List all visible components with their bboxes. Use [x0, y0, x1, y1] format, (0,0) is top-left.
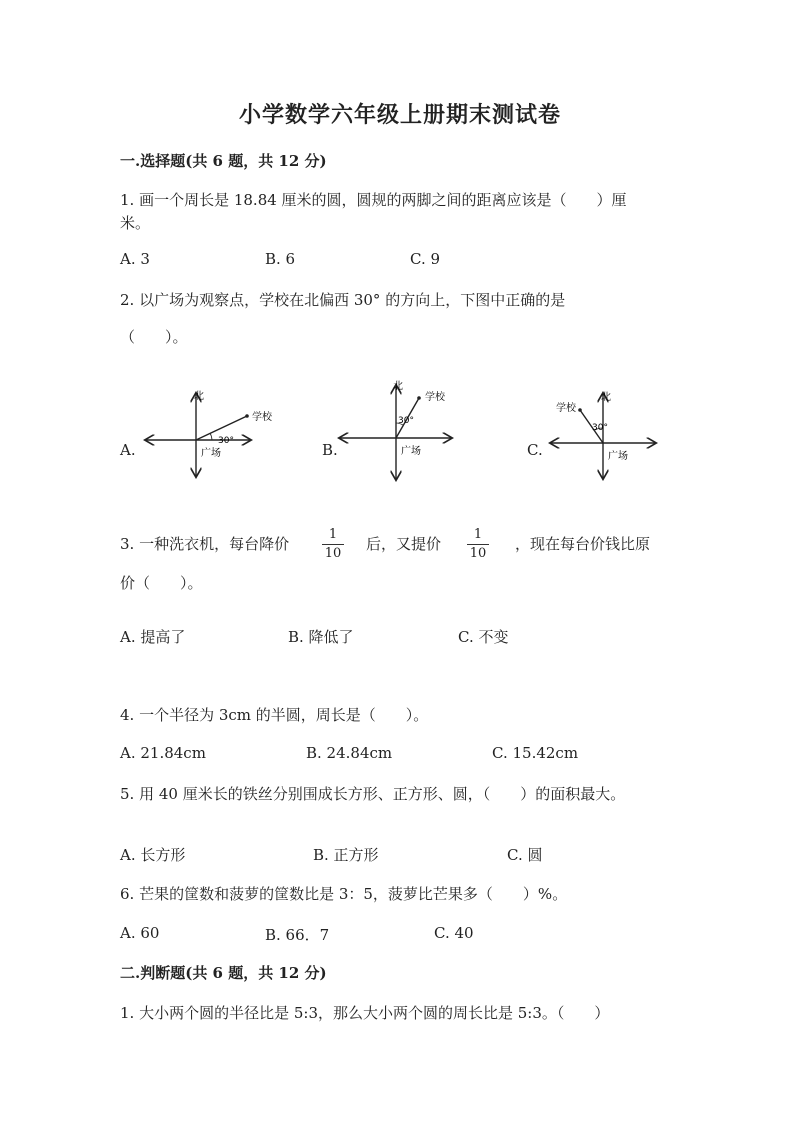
figure-a-school-point	[245, 414, 249, 418]
figure-a-angle-label: 30°	[218, 436, 234, 446]
figure-c-school-label: 学校	[556, 403, 576, 414]
question-1-line-2: 米。	[120, 214, 151, 232]
question-5-text: 5. 用 40 厘米长的铁丝分别围成长方形、正方形、圆，（ ）的面积最大。	[120, 785, 626, 803]
figure-b-school-point	[417, 396, 421, 400]
page-title: 小学数学六年级上册期末测试卷	[238, 102, 561, 128]
question-3-option-a: A. 提高了	[120, 628, 186, 646]
fraction-1-numerator: 1	[328, 527, 338, 542]
question-3-fraction-1	[322, 527, 344, 562]
question-3-part-3: ，现在每台价钱比原	[515, 535, 651, 553]
figure-a-north-label: 北	[194, 391, 204, 402]
figure-b-diagram	[340, 380, 451, 479]
question-1-option-b: B. 6	[265, 250, 296, 268]
figure-c-square-label: 广场	[608, 451, 628, 462]
fraction-2-bar	[467, 544, 489, 545]
fraction-1-denominator: 10	[324, 546, 342, 561]
figure-b-school-label: 学校	[425, 392, 445, 403]
question-1-option-c: C. 9	[410, 250, 441, 268]
figure-a-angle-arc	[210, 433, 212, 440]
question-1-line-1: 1. 画一个周长是 18.84 厘米的圆，圆规的两脚之间的距离应该是（ ）厘	[120, 191, 627, 209]
question-2-line-1: 2. 以广场为观察点，学校在北偏西 30° 的方向上，下图中正确的是	[120, 291, 566, 309]
question-3-part-2: 后，又提价	[366, 535, 442, 553]
figure-c-diagram	[551, 391, 655, 478]
question-2-option-c: C.	[527, 441, 543, 459]
fraction-1-bar	[322, 544, 344, 545]
figure-b-north-label: 北	[393, 381, 403, 392]
question-4-option-b: B. 24.84cm	[306, 744, 393, 762]
judgement-1-text: 1. 大小两个圆的半径比是 5:3，那么大小两个圆的周长比是 5:3。（ ）	[120, 1004, 610, 1022]
section-heading-choice: 一.选择题(共 6 题，共 12 分)	[120, 152, 327, 170]
figure-b-angle-label: 30°	[398, 416, 414, 426]
question-4-option-c: C. 15.42cm	[492, 744, 579, 762]
question-2-line-2: （ ）。	[120, 328, 188, 346]
figure-a-diagram	[146, 390, 273, 476]
question-2-option-a: A.	[120, 441, 136, 459]
question-5-option-c: C. 圆	[507, 846, 543, 864]
question-6-text: 6. 芒果的筐数和菠萝的筐数比是 3：5，菠萝比芒果多（ ）%。	[120, 885, 568, 903]
question-3-line-2: 价（ ）。	[120, 574, 203, 592]
figure-b-square-label: 广场	[401, 446, 421, 457]
section-heading-judgement: 二.判断题(共 6 题，共 12 分)	[120, 964, 327, 982]
question-3-option-c: C. 不变	[458, 628, 509, 646]
fraction-2-denominator: 10	[469, 546, 487, 561]
figure-a-square-label: 广场	[201, 448, 221, 459]
question-4-text: 4. 一个半径为 3cm 的半圆，周长是（ ）。	[120, 706, 429, 724]
question-2-figures	[0, 370, 800, 490]
question-6-option-c: C. 40	[434, 924, 474, 942]
question-5-option-a: A. 长方形	[120, 846, 186, 864]
figure-c-angle-label: 30°	[592, 423, 608, 433]
question-5-option-b: B. 正方形	[313, 846, 379, 864]
figure-c-north-label: 北	[601, 392, 611, 403]
question-1-option-a: A. 3	[120, 250, 150, 268]
question-3-part-1: 3. 一种洗衣机，每台降价	[120, 535, 290, 553]
figure-c-school-point	[578, 408, 582, 412]
question-3-option-b: B. 降低了	[288, 628, 354, 646]
question-2-option-b: B.	[322, 441, 338, 459]
fraction-2-numerator: 1	[473, 527, 483, 542]
figure-a-school-label: 学校	[252, 412, 272, 423]
question-6-option-b: B. 66．7	[265, 926, 330, 944]
question-6-option-a: A. 60	[120, 924, 160, 942]
question-4-option-a: A. 21.84cm	[120, 744, 206, 762]
question-3-fraction-2	[467, 527, 489, 562]
